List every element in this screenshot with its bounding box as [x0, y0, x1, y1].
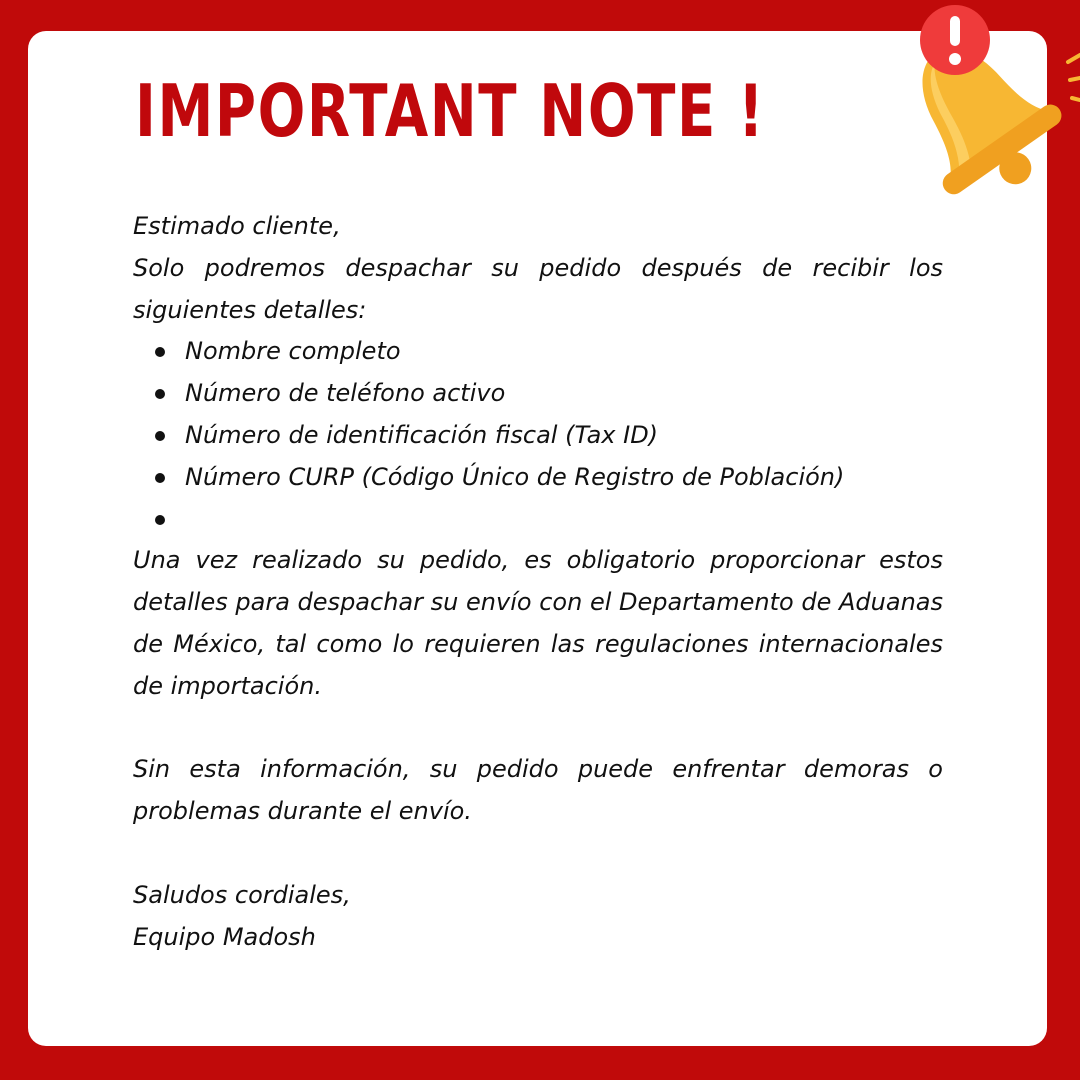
list-item	[133, 373, 943, 415]
list-item-label: Número de teléfono activo	[185, 379, 506, 408]
greeting-text: Estimado cliente,	[133, 212, 341, 240]
notice-body	[133, 206, 943, 958]
list-item	[133, 457, 943, 499]
signature-text: Equipo Madosh	[133, 922, 316, 951]
bullet-icon	[155, 473, 165, 483]
spacer	[133, 833, 943, 875]
list-item	[133, 499, 943, 541]
list-item	[133, 331, 943, 373]
customs-paragraph: Una vez realizado su pedido, es obligatorio proporcionar estos detalles para despachar su envío con el Departamento de Aduanas de México, tal como lo requieren las regulaciones internacionales de importación.	[133, 546, 943, 700]
exclamation-alert-icon	[920, 5, 990, 75]
requirements-list	[133, 331, 943, 540]
bullet-icon	[155, 431, 165, 441]
list-item-label: Nombre completo	[185, 337, 401, 366]
page-title: IMPORTANT NOTE !	[135, 69, 766, 153]
bell-rays	[1068, 55, 1080, 100]
bullet-icon	[155, 389, 165, 399]
list-item-label: Número de identificación fiscal (Tax ID)	[185, 420, 659, 449]
spacer	[133, 708, 943, 750]
intro-text: Solo podremos despachar su pedido después de recibir los siguientes detalles:	[133, 253, 943, 324]
list-item-label: Número CURP (Código Único de Registro de Población)	[185, 462, 845, 491]
warning-paragraph: Sin esta información, su pedido puede enfrentar demoras o problemas durante el envío.	[133, 755, 943, 826]
bullet-icon	[155, 347, 165, 357]
list-item	[133, 415, 943, 457]
notification-bell-icon	[875, 0, 1080, 210]
closing-text: Saludos cordiales,	[133, 880, 351, 909]
bullet-icon	[155, 515, 165, 525]
